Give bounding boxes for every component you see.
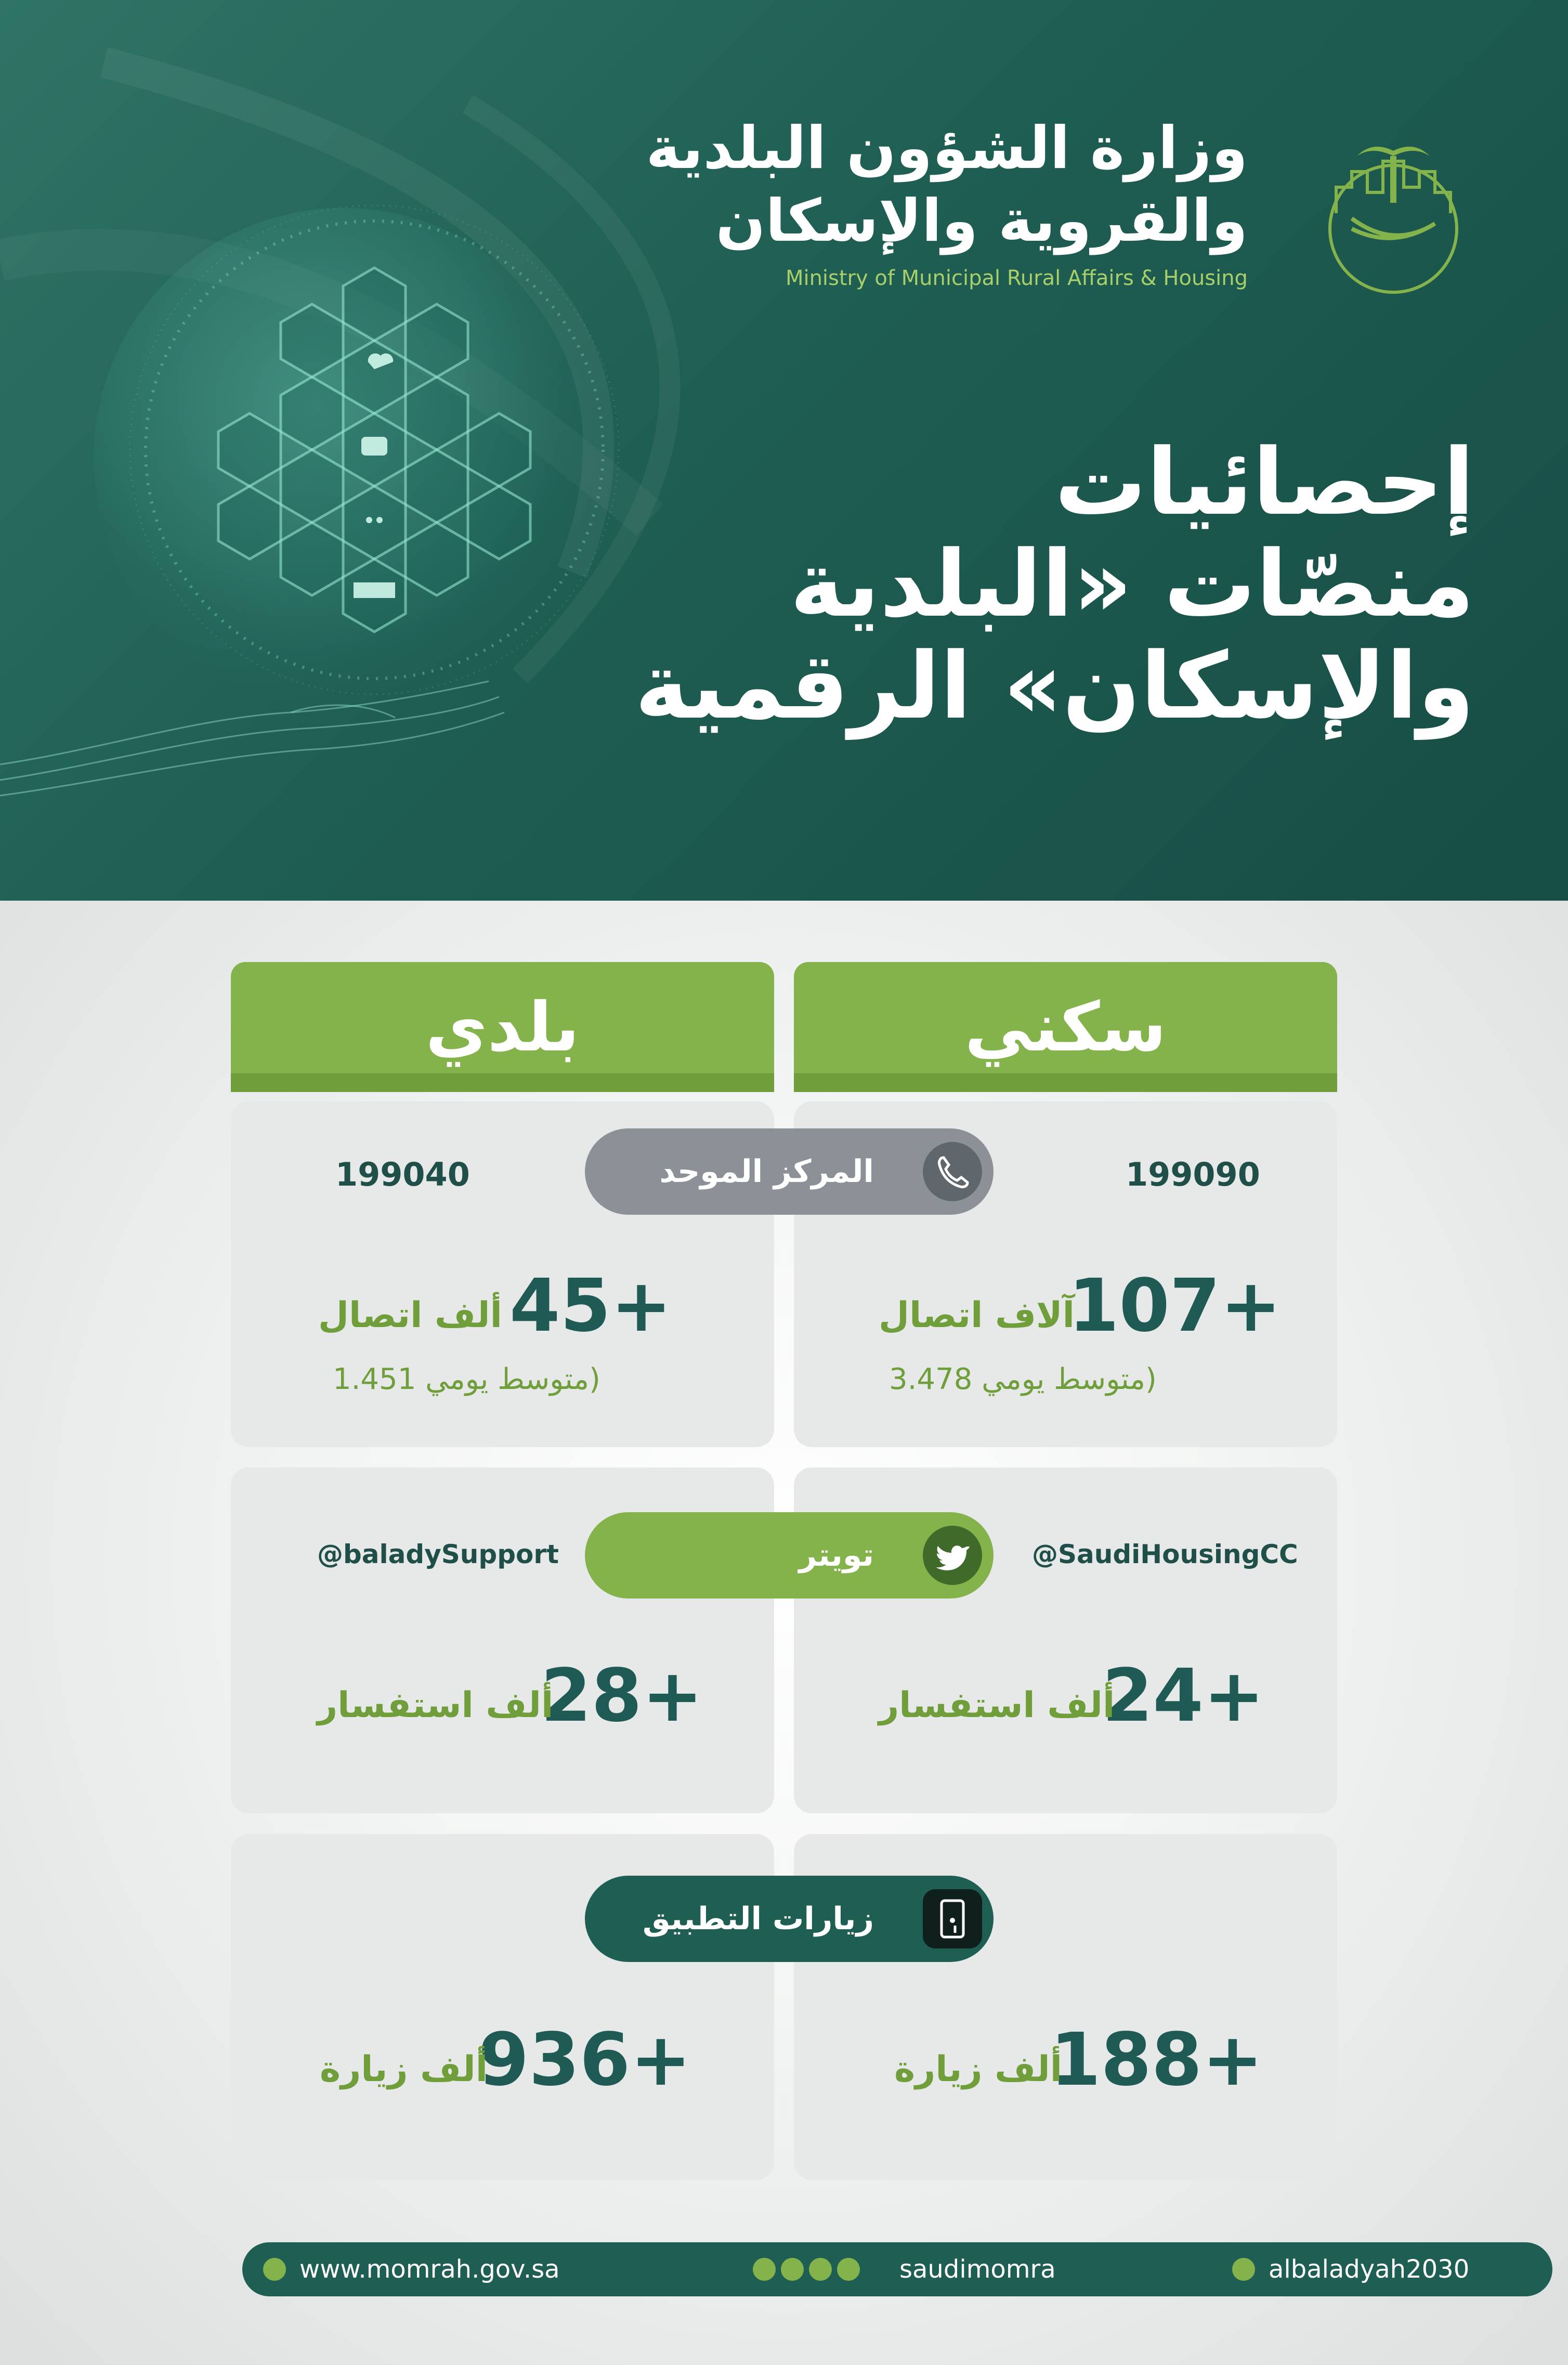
app-visits-label: زيارات التطبيق [643, 1901, 874, 1937]
sakani-twitter-unit: ألف استفسار [879, 1685, 1115, 1726]
balady-calls-unit: ألف اتصال [318, 1295, 502, 1336]
phone-icon [923, 1142, 982, 1201]
sakani-app-visits-value: 188+ [1050, 2018, 1263, 2102]
snapchat-icon[interactable] [1232, 2258, 1255, 2281]
balady-twitter-value: 28+ [541, 1654, 703, 1738]
column-header-sakani: سكني [794, 962, 1337, 1092]
balady-calls-avg: (متوسط يومي 1.451 [333, 1362, 600, 1396]
sakani-calls-value: 107+ [1068, 1264, 1282, 1348]
mobile-touch-icon [923, 1889, 982, 1948]
instagram-icon[interactable] [809, 2258, 832, 2281]
section-pill-call-center [585, 1128, 994, 1215]
twitter-icon[interactable] [781, 2258, 804, 2281]
wireframe-hand [0, 650, 509, 806]
section-pill-twitter [585, 1512, 994, 1599]
call-center-label: المركز الموحد [659, 1153, 874, 1190]
sakani-twitter-handle: @SaudiHousingCC [1032, 1539, 1298, 1569]
column-header-balady: بلدي [231, 962, 774, 1092]
title-line2: منصّات «البلدية [790, 531, 1474, 638]
balady-twitter-handle: @baladySupport [317, 1539, 559, 1569]
ministry-name-ar-line2: والقروية والإسكان [715, 187, 1248, 255]
footer-website-link[interactable]: www.momrah.gov.sa [299, 2255, 560, 2284]
balady-calls-value: 45+ [509, 1264, 672, 1348]
sakani-calls-avg: (متوسط يومي 3.478 [889, 1362, 1157, 1396]
sakani-calls-unit: آلاف اتصال [879, 1295, 1075, 1336]
globe-icon [263, 2258, 286, 2281]
footer-bar [242, 2242, 1552, 2296]
section-pill-app-visits [585, 1876, 994, 1962]
footer-social-handle[interactable]: saudimomra [899, 2255, 1056, 2284]
sakani-twitter-value: 24+ [1102, 1654, 1265, 1738]
balady-app-visits-unit: ألف زيارة [320, 2049, 488, 2090]
balady-call-number: 199040 [335, 1155, 470, 1193]
twitter-label: تويتر [799, 1537, 874, 1574]
sakani-app-visits-unit: ألف زيارة [894, 2049, 1062, 2090]
hero-banner [0, 0, 1568, 901]
balady-twitter-unit: ألف استفسار [317, 1685, 554, 1726]
footer-snapchat-handle[interactable]: albaladyah2030 [1269, 2255, 1470, 2284]
page-title [634, 429, 1474, 739]
facebook-icon[interactable] [753, 2258, 776, 2281]
ministry-name-en: Ministry of Municipal Rural Affairs & Housing [785, 266, 1248, 290]
balady-app-visits-value: 936+ [478, 2018, 691, 2102]
title-line1: إحصائيات [1054, 429, 1474, 536]
ministry-name-ar-line1: وزارة الشؤون البلدية [646, 114, 1248, 182]
ministry-emblem-icon [1295, 120, 1492, 296]
sakani-call-number: 199090 [1126, 1155, 1260, 1193]
youtube-icon[interactable] [837, 2258, 860, 2281]
title-line3: والإسكان» الرقمية [634, 633, 1474, 739]
twitter-icon [923, 1526, 982, 1585]
